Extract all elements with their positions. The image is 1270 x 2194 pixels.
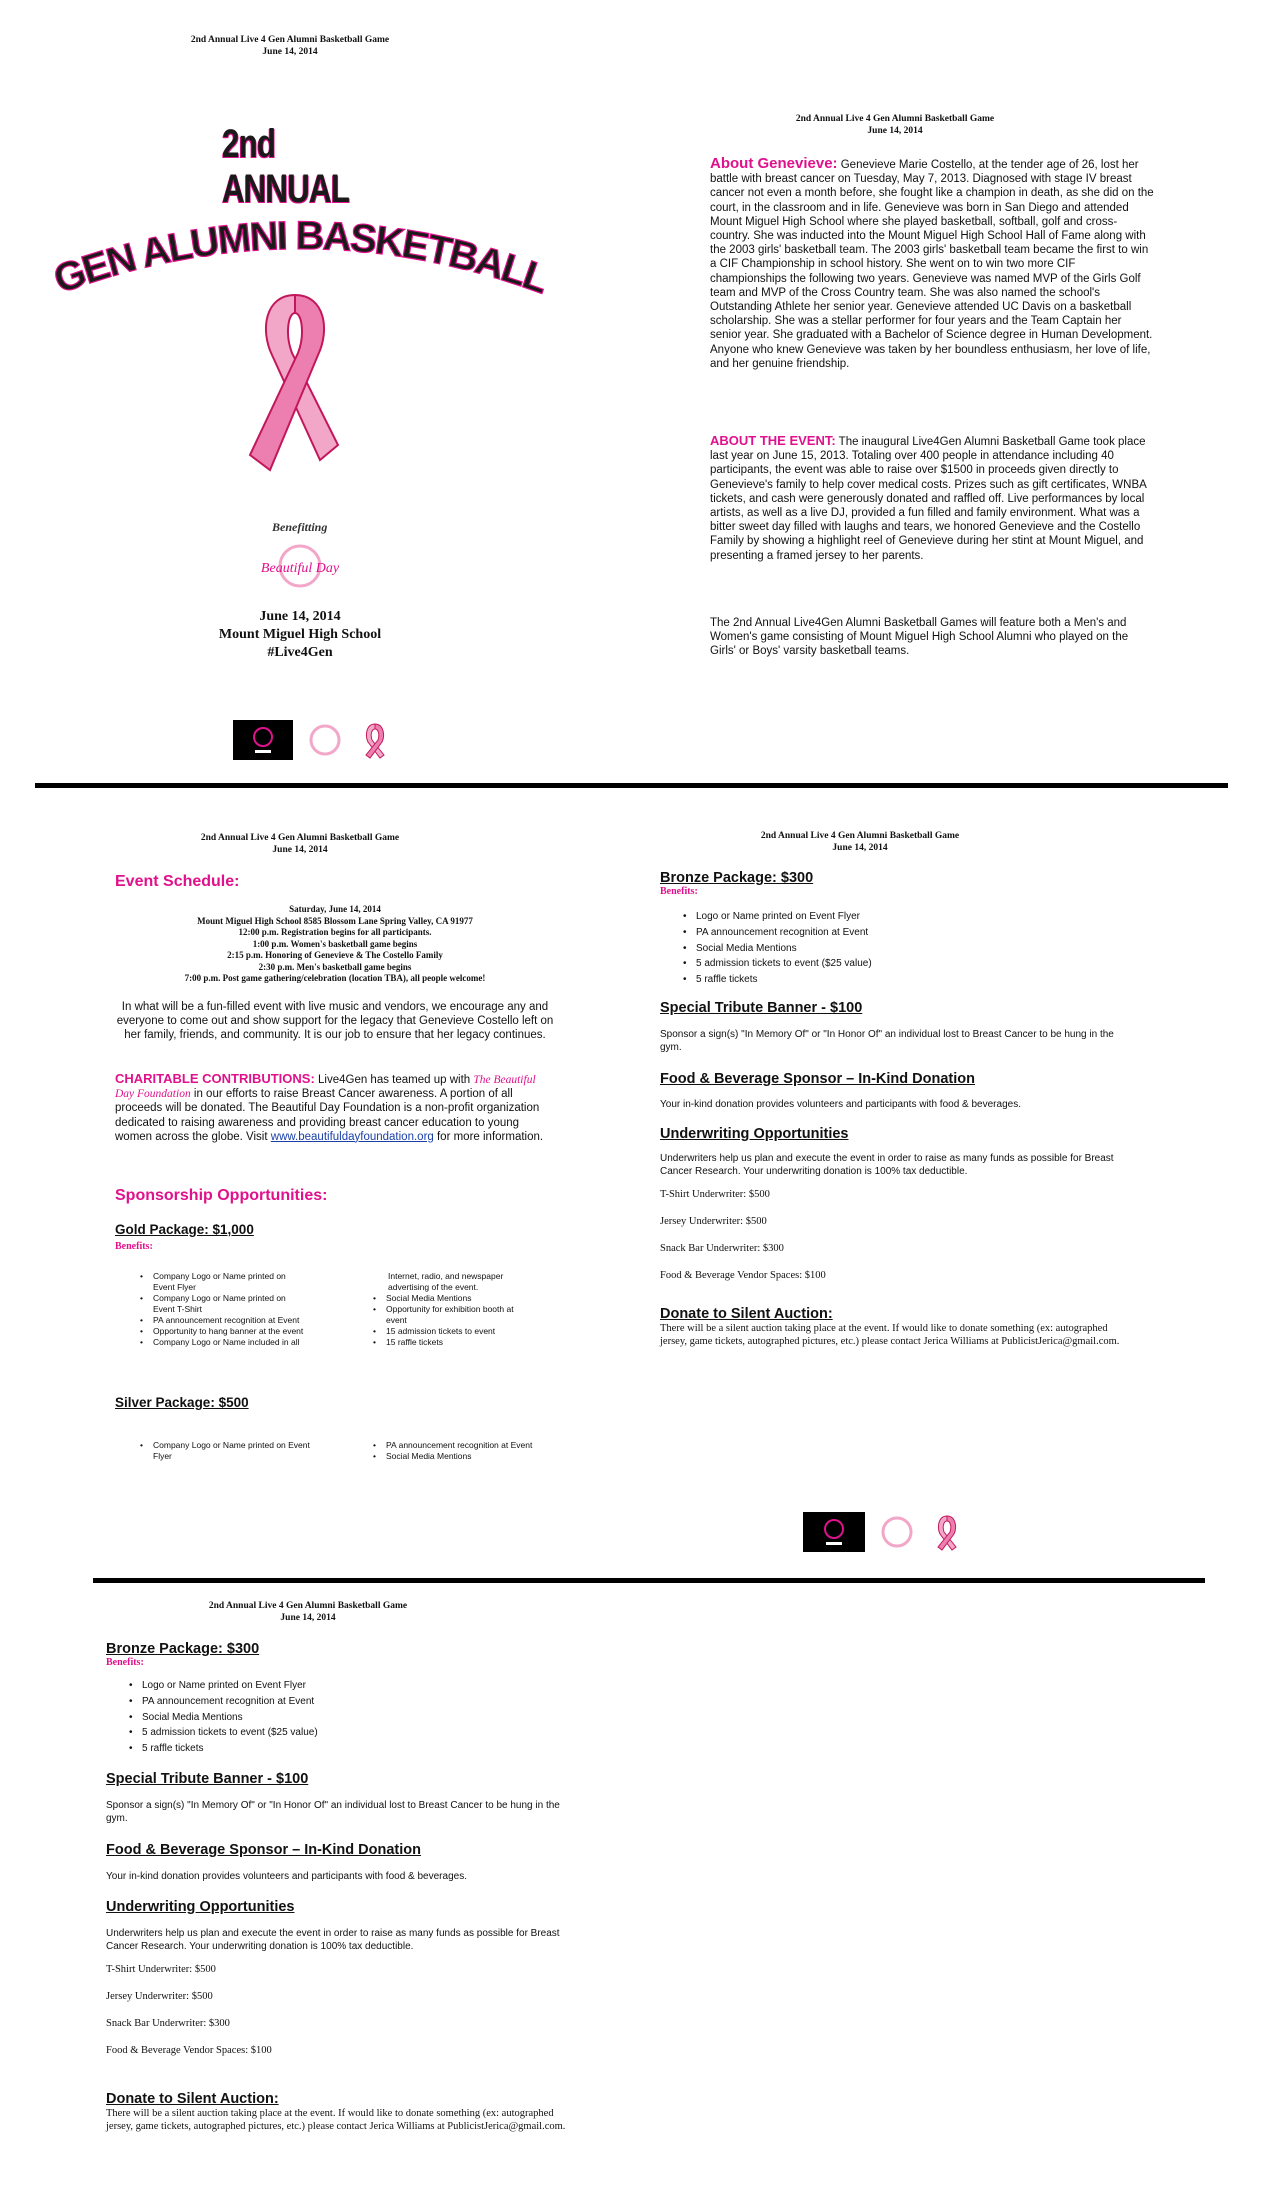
header-date: June 14, 2014 <box>280 1613 336 1623</box>
cover-hashtag: #Live4Gen <box>267 645 333 660</box>
food-title: Food & Beverage Sponsor – In-Kind Donation <box>660 1070 975 1087</box>
header-title: 2nd Annual Live 4 Gen Alumni Basketball Game <box>795 114 995 124</box>
underwriting-item: Jersey Underwriter: $500 <box>106 1990 213 2002</box>
underwriting-item: Jersey Underwriter: $500 <box>660 1215 767 1227</box>
auction-text: There will be a silent auction taking place at the event. If would like to donate something (ex: autographed jersey, game tickets, autographed pictures, etc.) please contact Jerica Williams at PublicistJerica@gmail.com. <box>106 2107 566 2132</box>
bronze-title: Bronze Package: $300 <box>660 870 814 886</box>
about-genevieve-heading: About Genevieve: <box>710 155 838 172</box>
header-title: 2nd Annual Live 4 Gen Alumni Basketball Game <box>208 1601 408 1611</box>
underwriting-item: T-Shirt Underwriter: $500 <box>106 1963 216 1975</box>
gold-title: Gold Package: $1,000 <box>115 1222 254 1237</box>
underwriting-list <box>106 1963 586 2057</box>
benefitting-label: Benefitting <box>272 520 328 534</box>
page-divider-2 <box>93 1578 1205 1583</box>
bronze-benefits-label: Benefits: <box>660 886 698 897</box>
silver-benefit-item: • PA announcement recognition at Event <box>370 1440 545 1451</box>
auction-title: Donate to Silent Auction: <box>660 1305 833 1322</box>
schedule-intro: In what will be a fun-filled event with live music and vendors, we encourage any and everyone to come out and show support for the legacy that Genevieve Costello left on her family, friends, and community. It is our job to ensure that her legacy continues. <box>116 1001 554 1042</box>
gold-benefit-item: • Social Media Mentions <box>370 1293 530 1304</box>
team-logo-icon <box>803 1512 865 1552</box>
schedule-items <box>145 927 525 985</box>
team-logo-icon <box>233 720 293 760</box>
gold-benefit-item: • 15 raffle tickets <box>370 1337 530 1348</box>
bronze-list <box>680 909 1140 988</box>
header-date: June 14, 2014 <box>832 843 888 853</box>
bronze-benefit-item: • Social Media Mentions <box>680 941 1140 957</box>
header-date: June 14, 2014 <box>272 845 328 855</box>
bronze-benefit-item: • Logo or Name printed on Event Flyer <box>680 909 1140 925</box>
page-header-2 <box>795 113 995 137</box>
food-title: Food & Beverage Sponsor – In-Kind Donation <box>106 1841 421 1858</box>
underwriting-title: Underwriting Opportunities <box>660 1125 849 1142</box>
charitable-foundation: The Beautiful Day Foundation <box>115 1074 536 1101</box>
underwriting-item: T-Shirt Underwriter: $500 <box>660 1188 770 1200</box>
cover-title-line2: GEN ALUMNI BASKETBALL <box>48 213 553 303</box>
bronze-benefits-label: Benefits: <box>106 1657 144 1668</box>
charitable <box>115 1072 555 1144</box>
about-event-heading: ABOUT THE EVENT: <box>710 433 836 448</box>
footer-logos-2 <box>872 1512 962 1552</box>
foundation-link[interactable]: www.beautifuldayfoundation.org <box>270 1130 434 1143</box>
auction-title: Donate to Silent Auction: <box>106 2090 279 2107</box>
underwriting-text: Underwriters help us plan and execute the event in order to raise as many funds as possible for Breast Cancer Research. Your underwriting donation is 100% tax deductible. <box>106 1927 560 1952</box>
header-title: 2nd Annual Live 4 Gen Alumni Basketball Game <box>190 35 390 45</box>
tribute-text: Sponsor a sign(s) "In Memory Of" or "In Honor Of" an individual lost to Breast Cancer to be hung in the gym. <box>660 1028 1114 1053</box>
header-date: June 14, 2014 <box>867 126 923 136</box>
cover-details <box>200 608 400 662</box>
svg-text:Beautiful Day: Beautiful Day <box>260 561 340 576</box>
sponsorship-right <box>660 870 1140 1348</box>
bronze-benefit-item: • Logo or Name printed on Event Flyer <box>126 1678 586 1694</box>
gold-benefits-label: Benefits: <box>115 1241 153 1252</box>
page-header-3 <box>200 832 400 856</box>
bronze-benefit-item: • Social Media Mentions <box>126 1710 586 1726</box>
tribute-title: Special Tribute Banner - $100 <box>660 999 863 1016</box>
page-header-4 <box>760 830 960 854</box>
tribute-title: Special Tribute Banner - $100 <box>106 1770 309 1787</box>
gold-col2-continuation: Internet, radio, and newspaper advertising of the event. <box>388 1271 504 1292</box>
about-genevieve-text: Genevieve Marie Costello, at the tender age of 26, lost her battle with breast cancer on Tuesday, May 7, 2013. Diagnosed with stage IV breast cancer not even a month before, she fought like a champion in death, as she did on the court, in the classroom and in life. Genevieve was born in San Diego and attended Mount Miguel High School where she played basketball, softball, golf and cross-country. She was inducted into the Mount Miguel High School Hall of Fame along with the 2003 girls' basketball team. The 2003 girls' basketball team became the first to win a CIF Championship in school history. She went on to win two more CIF championships the following two years. Genevieve was named MVP of the Girls Golf team and MVP of the Cross Country team. She was also named the school's Outstanding Athlete her senior year. Genevieve attended UC Davis on a basketball scholarship. She was a stellar performer for four years and the Team Captain her senior year. She graduated with a Bachelor of Science degree in Human Development. Anyone who knew Genevieve was taken by her boundless enthusiasm, her love of life, and her genuine friendship. <box>710 159 1154 370</box>
underwriting-list <box>660 1188 1140 1282</box>
schedule-address: Mount Miguel High School 8585 Blossom Lane Spring Valley, CA 91977 <box>197 915 473 926</box>
gold-benefit-item: • Company Logo or Name printed on Event Flyer <box>137 1271 307 1293</box>
underwriting-item: Food & Beverage Vendor Spaces: $100 <box>106 2044 272 2056</box>
underwriting-title: Underwriting Opportunities <box>106 1898 295 1915</box>
silver-benefit-item: • Social Media Mentions <box>370 1451 545 1462</box>
schedule-item: 2:15 p.m. Honoring of Genevieve & The Costello Family <box>227 950 443 960</box>
sponsorship-heading: Sponsorship Opportunities: <box>115 1187 328 1204</box>
footer-logos <box>300 720 390 760</box>
gold-benefit-item: • 15 admission tickets to event <box>370 1326 530 1337</box>
bronze-benefit-item: • PA announcement recognition at Event <box>126 1694 586 1710</box>
page-divider <box>35 783 1228 788</box>
bronze-benefit-item: • 5 admission tickets to event ($25 value) <box>680 956 1140 972</box>
about-event-text2: The 2nd Annual Live4Gen Alumni Basketball Games will feature both a Men's and Women's game consisting of Mount Miguel High School Alumni who played on the Girls' or Boys' varsity basketball teams. <box>710 617 1129 658</box>
about-event-text: The inaugural Live4Gen Alumni Basketball Game took place last year on June 15, 2013. Totaling over 400 people in attendance including 40 participants, the event was able to raise over $1500 in proceeds given directly to Genevieve's family to help cover medical costs. Prizes such as gift certificates, WNBA tickets, and cash were generously donated and raffled off. Live performances by local artists, as well as a live DJ, provided a fun filled and family environment. What was a bitter sweet day filled with laughs and tears, we honored Genevieve and the Costello Family by showing a highlight reel of Genevieve during her stint at Mount Miguel, and presenting a framed jersey to her parents. <box>710 436 1147 562</box>
schedule-block <box>145 904 525 985</box>
cover-date: June 14, 2014 <box>259 609 341 624</box>
sponsorship-bottom <box>106 1641 586 2133</box>
charitable-text-a: Live4Gen has teamed up with <box>314 1074 474 1086</box>
schedule-item: 1:00 p.m. Women's basketball game begins <box>252 938 418 949</box>
about-genevieve <box>710 157 1155 371</box>
silver-benefit-item: • Company Logo or Name printed on Event Flyer <box>137 1440 312 1462</box>
silver-title: Silver Package: $500 <box>115 1395 249 1410</box>
header-date: June 14, 2014 <box>262 47 318 57</box>
schedule-item: 2:30 p.m. Men's basketball game begins <box>258 961 412 972</box>
charitable-text-c: for more information. <box>433 1130 544 1143</box>
schedule-heading: Event Schedule: <box>115 873 240 890</box>
underwriting-text: Underwriters help us plan and execute the event in order to raise as many funds as possible for Breast Cancer Research. Your underwriting donation is 100% tax deductible. <box>660 1152 1114 1177</box>
gold-benefit-item: • Company Logo or Name included in all <box>137 1337 307 1348</box>
food-text: Your in-kind donation provides volunteers and participants with food & beverages. <box>660 1098 1021 1110</box>
foundation-logo-icon <box>240 540 360 592</box>
bronze-benefit-item: • 5 raffle tickets <box>680 972 1140 988</box>
underwriting-item: Snack Bar Underwriter: $300 <box>660 1242 784 1254</box>
header-title: 2nd Annual Live 4 Gen Alumni Basketball Game <box>200 833 400 843</box>
about-event <box>710 434 1155 563</box>
bronze-benefit-item: • 5 admission tickets to event ($25 value) <box>126 1725 586 1741</box>
cover-title-line1: 2nd ANNUAL <box>222 122 350 211</box>
silver-benefits-col2 <box>370 1440 545 1468</box>
bronze-list <box>126 1678 586 1757</box>
cover-venue: Mount Miguel High School <box>218 627 382 642</box>
charitable-heading: CHARITABLE CONTRIBUTIONS: <box>115 1071 315 1086</box>
food-text: Your in-kind donation provides volunteers and participants with food & beverages. <box>106 1870 467 1882</box>
schedule-item: 12:00 p.m. Registration begins for all participants. <box>238 927 432 937</box>
schedule-date: Saturday, June 14, 2014 <box>289 904 381 914</box>
underwriting-item: Food & Beverage Vendor Spaces: $100 <box>660 1269 826 1281</box>
auction-text: There will be a silent auction taking place at the event. If would like to donate something (ex: autographed jersey, game tickets, autographed pictures, etc.) please contact Jerica Williams at PublicistJerica@gmail.com. <box>660 1322 1120 1347</box>
gold-benefit-item: • Opportunity to hang banner at the event <box>137 1326 307 1337</box>
gold-benefit-item: • Company Logo or Name printed on Event T-Shirt <box>137 1293 307 1315</box>
gold-benefit-item: • PA announcement recognition at Event <box>137 1315 307 1326</box>
underwriting-item: Snack Bar Underwriter: $300 <box>106 2017 230 2029</box>
gold-benefits-col1 <box>137 1271 307 1348</box>
bronze-benefit-item: • 5 raffle tickets <box>126 1741 586 1757</box>
tribute-text: Sponsor a sign(s) "In Memory Of" or "In Honor Of" an individual lost to Breast Cancer to be hung in the gym. <box>106 1799 560 1824</box>
bronze-title: Bronze Package: $300 <box>106 1641 260 1657</box>
silver-benefits-col1 <box>137 1440 312 1468</box>
schedule-item: 7:00 p.m. Post game gathering/celebration (location TBA), all people welcome! <box>184 973 486 983</box>
page-header-5 <box>208 1600 408 1624</box>
charitable-text-b: in our efforts to raise Breast Cancer awareness. A portion of all proceeds will be donated. The Beautiful Day Foundation is a non-profit organization dedicated to raising awareness and providing breast cancer education to young women across the globe. Visit <box>115 1088 540 1143</box>
bronze-benefit-item: • PA announcement recognition at Event <box>680 925 1140 941</box>
gold-benefit-item: • Opportunity for exhibition booth at event <box>370 1304 530 1326</box>
page-header <box>190 34 390 58</box>
header-title: 2nd Annual Live 4 Gen Alumni Basketball Game <box>760 831 960 841</box>
ribbon-icon <box>240 285 350 490</box>
gold-benefits-col2 <box>370 1293 530 1348</box>
